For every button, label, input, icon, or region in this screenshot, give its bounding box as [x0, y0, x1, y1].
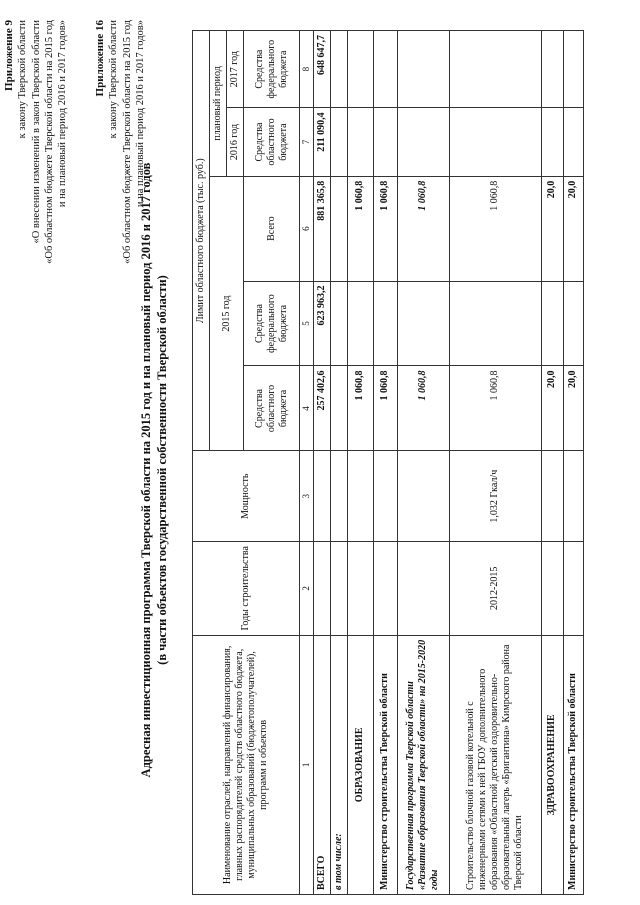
- edu-regional-2015: 1 060,8: [347, 366, 373, 451]
- empty-cell: [563, 281, 583, 366]
- object-capacity: 1,032 Гкал/ч: [449, 451, 541, 541]
- state-program-name: Государственная программа Тверской области «Развитие образования Тверской области» на 2015-2020 годы: [397, 635, 449, 894]
- empty-cell: [373, 108, 397, 176]
- appendix-16-line: к закону Тверской области: [108, 20, 120, 139]
- section-healthcare: ЗДРАВООХРАНЕНИЕ: [541, 635, 563, 894]
- empty-cell: [330, 366, 347, 451]
- row-total-name: ВСЕГО: [313, 635, 330, 894]
- empty-cell: [449, 108, 541, 176]
- empty-cell: [347, 281, 373, 366]
- empty-cell: [397, 31, 449, 108]
- col-number: 8: [300, 31, 314, 108]
- total-regional-2016: 211 090,4: [313, 108, 330, 176]
- empty-cell: [449, 281, 541, 366]
- total-federal-2017: 648 647,7: [313, 31, 330, 108]
- document-title: [138, 45, 171, 895]
- col-header-regional-2016: Средства областного бюджета: [244, 108, 300, 176]
- empty-cell: [563, 541, 583, 635]
- col-header-2016: 2016 год: [227, 108, 244, 176]
- col-number: 7: [300, 108, 314, 176]
- appendix-9-line: к закону Тверской области: [17, 20, 29, 139]
- section-education: ОБРАЗОВАНИЕ: [347, 635, 373, 894]
- col-header-federal-2015: Средства федерального бюджета: [244, 281, 300, 366]
- total-regional-2015: 257 402,6: [313, 366, 330, 451]
- empty-cell: [541, 541, 563, 635]
- empty-cell: [541, 281, 563, 366]
- object-name: Строительство блочной газовой котельной с инженерными сетями к ней ГБОУ дополнительного образования «Областной детский оздоровительно-образовательный лагерь «Бригантина» Кимрского района Тверской области: [449, 635, 541, 894]
- health-regional-2015: 20,0: [541, 366, 563, 451]
- empty-cell: [313, 541, 330, 635]
- empty-cell: [397, 108, 449, 176]
- row-including-label: в том числе:: [330, 635, 347, 894]
- ministry2-total-2015: 20,0: [563, 176, 583, 281]
- col-number: 6: [300, 176, 314, 281]
- col-number: 3: [300, 451, 314, 541]
- program-regional-2015: 1 060,8: [397, 366, 449, 451]
- empty-cell: [330, 541, 347, 635]
- ministry2-regional-2015: 20,0: [563, 366, 583, 451]
- appendix-9-title: Приложение 9: [3, 20, 15, 91]
- appendix-9-line: «Об областном бюджете Тверской области на 2015 год: [43, 20, 55, 264]
- empty-cell: [330, 108, 347, 176]
- total-federal-2015: 623 963,2: [313, 281, 330, 366]
- col-header-total-2015: Всего: [244, 176, 300, 281]
- object-years: 2012-2015: [449, 541, 541, 635]
- empty-cell: [330, 176, 347, 281]
- empty-cell: [347, 31, 373, 108]
- empty-cell: [541, 108, 563, 176]
- col-header-planned: плановый период: [210, 31, 227, 177]
- appendix-16-line: «Об областном бюджете Тверской области на 2015 год: [121, 20, 133, 264]
- empty-cell: [347, 451, 373, 541]
- col-header-years: Годы строительства: [193, 541, 300, 635]
- total-all-2015: 881 365,8: [313, 176, 330, 281]
- document-title-line1: Адресная инвестиционная программа Тверской области на 2015 год и на плановый период 2016 и 2017 годов: [139, 162, 153, 778]
- empty-cell: [373, 31, 397, 108]
- appendix-9-header: [2, 20, 70, 264]
- col-header-regional-2015: Средства областного бюджета: [244, 366, 300, 451]
- row-education: [347, 31, 373, 895]
- empty-cell: [449, 31, 541, 108]
- empty-cell: [330, 281, 347, 366]
- ministry-total-2015: 1 060,8: [373, 176, 397, 281]
- col-header-name: Наименование отраслей, направлений финансирования, главных распорядителей средств областного бюджета, муниципальных образований (бюджетополучателей), программ и объектов: [193, 635, 300, 894]
- empty-cell: [347, 541, 373, 635]
- ministry-regional-2015: 1 060,8: [373, 366, 397, 451]
- col-header-capacity: Мощность: [193, 451, 300, 541]
- empty-cell: [397, 451, 449, 541]
- program-total-2015: 1 060,8: [397, 176, 449, 281]
- empty-cell: [373, 451, 397, 541]
- col-number: 1: [300, 635, 314, 894]
- col-header-2017: 2017 год: [227, 31, 244, 108]
- row-total: [313, 31, 330, 895]
- header-row-1: [193, 31, 210, 895]
- row-including: [330, 31, 347, 895]
- col-number: 2: [300, 541, 314, 635]
- empty-cell: [563, 451, 583, 541]
- edu-total-2015: 1 060,8: [347, 176, 373, 281]
- empty-cell: [541, 451, 563, 541]
- empty-cell: [541, 31, 563, 108]
- column-number-row: [300, 31, 314, 895]
- col-number: 4: [300, 366, 314, 451]
- object-regional-2015: 1 060,8: [449, 366, 541, 451]
- object-total-2015: 1 060,8: [449, 176, 541, 281]
- row-ministry-construction: [373, 31, 397, 895]
- empty-cell: [397, 541, 449, 635]
- empty-cell: [563, 31, 583, 108]
- row-state-program: [397, 31, 449, 895]
- empty-cell: [373, 541, 397, 635]
- col-number: 5: [300, 281, 314, 366]
- empty-cell: [313, 451, 330, 541]
- empty-cell: [397, 281, 449, 366]
- row-ministry-construction-2: [563, 31, 583, 895]
- empty-cell: [330, 31, 347, 108]
- appendix-16-title: Приложение 16: [94, 20, 106, 97]
- row-boiler-object: [449, 31, 541, 895]
- empty-cell: [347, 108, 373, 176]
- appendix-9-line: «О внесении изменений в закон Тверской области: [30, 20, 42, 244]
- empty-cell: [563, 108, 583, 176]
- health-total-2015: 20,0: [541, 176, 563, 281]
- empty-cell: [373, 281, 397, 366]
- col-header-limit: Лимит областного бюджета (тыс. руб.): [193, 31, 210, 451]
- empty-cell: [330, 451, 347, 541]
- document-title-line2: (в части объектов государственной собственности Тверской области): [155, 275, 170, 665]
- ministry-construction-name: Министерство строительства Тверской области: [373, 635, 397, 894]
- row-healthcare: [541, 31, 563, 895]
- appendix-9-line: и на плановый период 2016 и 2017 годов»: [57, 20, 69, 208]
- investment-program-table: [192, 30, 584, 895]
- col-header-2015: 2015 год: [210, 176, 244, 451]
- appendix-16-line: и на плановый период 2016 и 2017 годов»: [134, 20, 146, 208]
- col-header-federal-2017: Средства федерального бюджета: [244, 31, 300, 108]
- ministry-construction-name: Министерство строительства Тверской области: [563, 635, 583, 894]
